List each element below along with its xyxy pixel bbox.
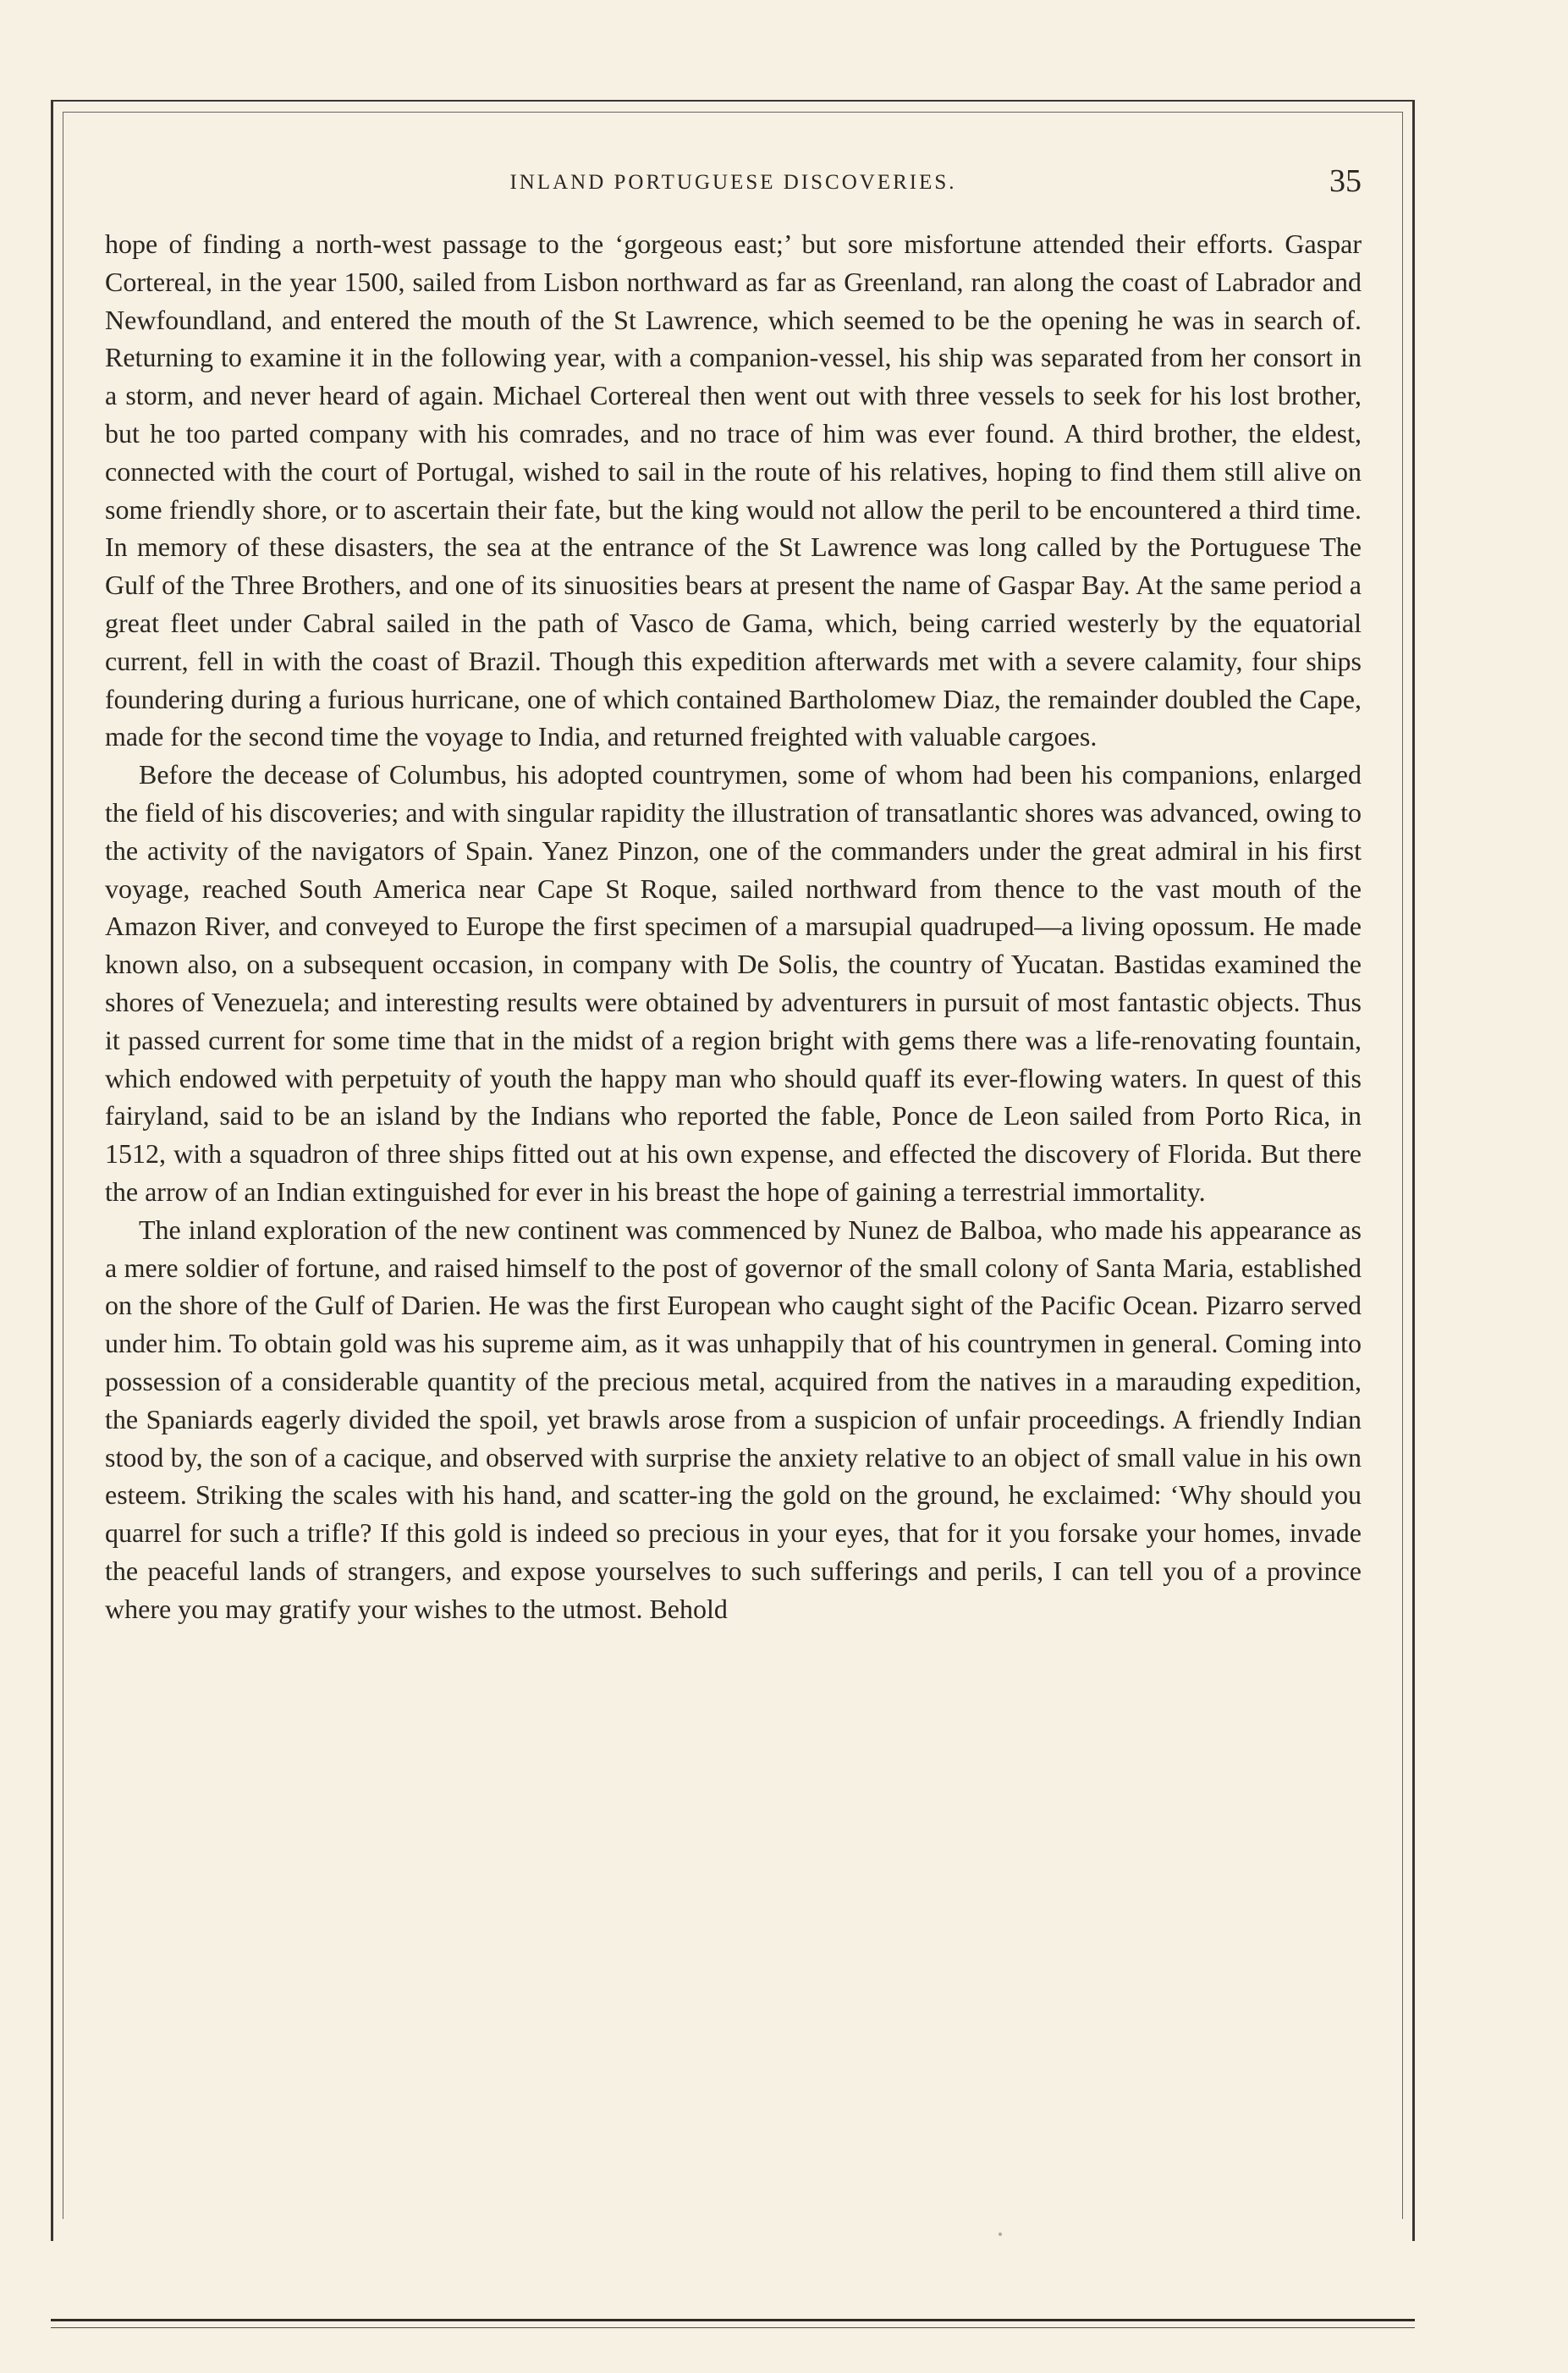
running-title: INLAND PORTUGUESE DISCOVERIES. xyxy=(509,171,957,194)
body-text xyxy=(105,225,1362,1627)
bottom-rule xyxy=(51,2319,1415,2321)
page-body xyxy=(105,163,1362,2302)
paragraph-continued: hope of finding a north-west passage to the ‘gorgeous east;’ but sore misfortune attended their efforts. Gaspar Cortereal, in the year 1500, sailed from Lisbon northward as far as Greenland, ran along the coast of Labrador and Newfoundland, and entered the mouth of the St Lawrence, which seemed to be the opening he was in search of. Returning to examine it in the following year, with a companion-vessel, his ship was separated from her consort in a storm, and never heard of again. Michael Cortereal then went out with three vessels to seek for his lost brother, but he too parted company with his comrades, and no trace of him was ever found. A third brother, the eldest, connected with the court of Portugal, wished to sail in the route of his relatives, hoping to find them still alive on some friendly shore, or to ascertain their fate, but the king would not allow the peril to be encountered a third time. In memory of these disasters, the sea at the entrance of the St Lawrence was long called by the Portuguese The Gulf of the Three Brothers, and one of its sinuosities bears at present the name of Gaspar Bay. At the same period a great fleet under Cabral sailed in the path of Vasco de Gama, which, being carried westerly by the equatorial current, fell in with the coast of Brazil. Though this expedition afterwards met with a severe calamity, four ships foundering during a furious hurricane, one of which contained Bartholomew Diaz, the remainder doubled the Cape, made for the second time the voyage to India, and returned freighted with valuable cargoes. xyxy=(105,228,1362,752)
paper-speck xyxy=(999,2233,1002,2236)
running-head xyxy=(105,163,1362,206)
paragraph-balboa: The inland exploration of the new continent was commenced by Nunez de Balboa, who made his appearance as a mere soldier of fortune, and raised himself to the post of governor of the small colony of Santa Maria, established on the shore of the Gulf of Darien. He was the first European who caught sight of the Pacific Ocean. Pizarro served under him. To obtain gold was his supreme aim, as it was unhappily that of his countrymen in general. Coming into possession of a considerable quantity of the precious metal, acquired from the natives in a marauding expedition, the Spaniards eagerly divided the spoil, yet brawls arose from a suspicion of unfair proceedings. A friendly Indian stood by, the son of a cacique, and observed with surprise the anxiety relative to an object of small value in his own esteem. Striking the scales with his hand, and scatter-ing the gold on the ground, he exclaimed: ‘Why should you quarrel for such a trifle? If this gold is indeed so precious in your eyes, that for it you forsake your homes, invade the peaceful lands of strangers, and expose yourselves to such sufferings and perils, I can tell you of a province where you may gratify your wishes to the utmost. Behold xyxy=(105,1214,1362,1624)
paragraph-columbus: Before the decease of Columbus, his adopted countrymen, some of whom had been his companions, enlarged the field of his discoveries; and with singular rapidity the illustration of transatlantic shores was advanced, owing to the activity of the navigators of Spain. Yanez Pinzon, one of the commanders under the great admiral in his first voyage, reached South America near Cape St Roque, sailed northward from thence to the vast mouth of the Amazon River, and conveyed to Europe the first specimen of a marsupial quadruped—a living opossum. He made known also, on a subsequent occasion, in company with De Solis, the country of Yucatan. Bastidas examined the shores of Venezuela; and interesting results were obtained by adventurers in pursuit of most fantastic objects. Thus it passed current for some time that in the midst of a region bright with gems there was a life-renovating fountain, which endowed with perpetuity of youth the happy man who should quaff its ever-flowing waters. In quest of this fairyland, said to be an island by the Indians who reported the fable, Ponce de Leon sailed from Porto Rica, in 1512, with a squadron of three ships fitted out at his own expense, and effected the discovery of Florida. But there the arrow of an Indian extinguished for ever in his breast the hope of gaining a terrestrial immortality. xyxy=(105,759,1362,1207)
page-number: 35 xyxy=(1329,163,1362,199)
bottom-rule-thin xyxy=(51,2327,1415,2328)
